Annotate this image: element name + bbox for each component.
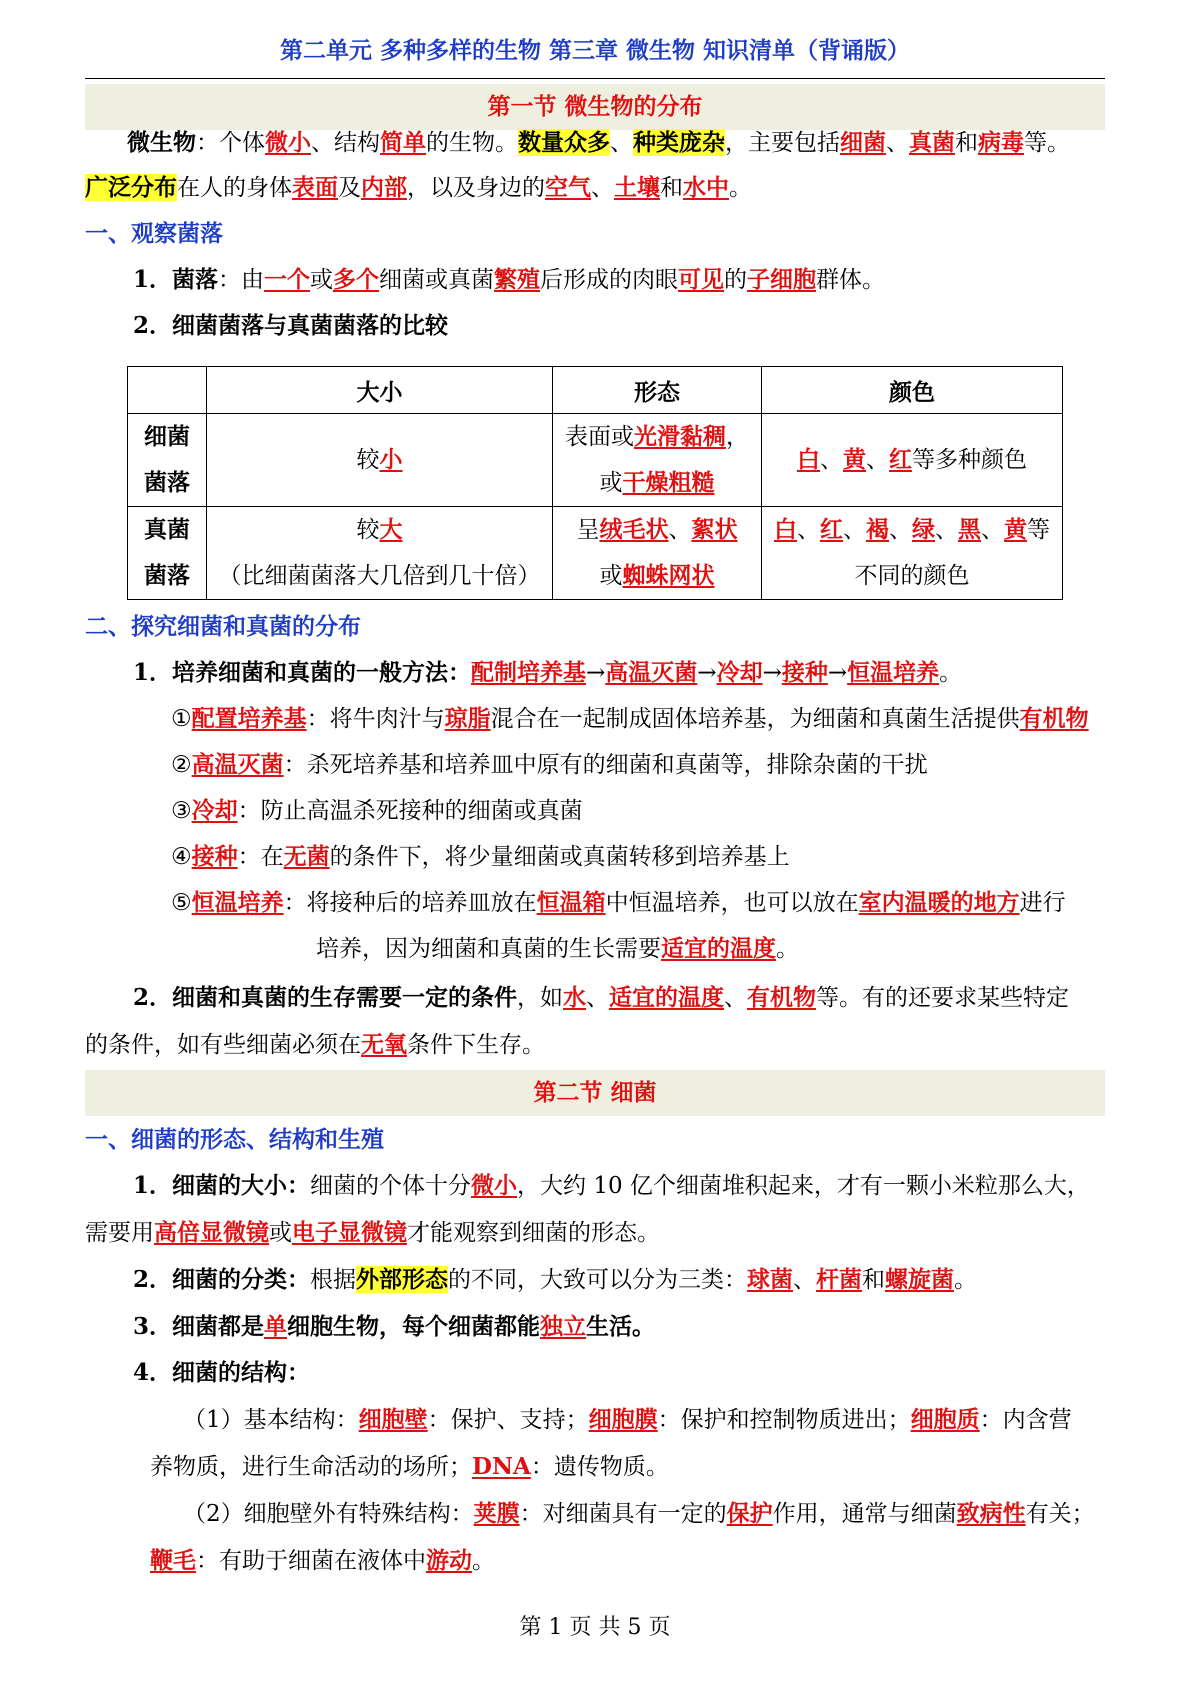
keyword: 独立: [540, 1313, 587, 1340]
text: ⑤: [171, 890, 192, 916]
keyword: 冷却: [716, 659, 763, 686]
keyword: 黄: [1004, 516, 1027, 543]
keyword: 白: [774, 516, 797, 543]
text: 细胞生物，每个细菌都能: [287, 1313, 541, 1340]
text: ②: [171, 752, 192, 778]
keyword: 恒温箱: [536, 889, 606, 916]
special-structure-line-2: [150, 1546, 495, 1576]
keyword: 白: [797, 446, 820, 473]
keyword: 内部: [361, 174, 407, 201]
keyword: 恒温培养: [191, 889, 284, 916]
text: 2．细菌和真菌的生存需要一定的条件: [133, 984, 518, 1011]
fungi-color: [762, 507, 1063, 600]
text: 的条件，如有些细菌必须在: [85, 1032, 361, 1058]
compare-title: 2．细菌菌落与真菌菌落的比较: [133, 312, 449, 339]
keyword: 恒温培养: [847, 659, 940, 686]
colony-comparison-table: [127, 366, 1063, 600]
keyword: 鞭毛: [150, 1547, 196, 1574]
text: 条件下生存。: [407, 1032, 545, 1058]
text: 。: [776, 936, 799, 962]
keyword: 细胞膜: [588, 1406, 658, 1433]
keyword: 可见: [678, 266, 725, 293]
text: 表面或: [565, 424, 634, 450]
text: ：个体: [196, 130, 265, 156]
highlight: 种类庞杂: [633, 129, 725, 156]
keyword: 接种: [781, 659, 828, 686]
text: 混合在一起制成固体培养基，为细菌和真菌生活提供: [490, 706, 1020, 732]
keyword: 荚膜: [473, 1500, 520, 1527]
text: 。: [939, 660, 963, 686]
heading-distribution: 二、探究细菌和真菌的分布: [85, 613, 361, 640]
keyword: 一个: [264, 266, 311, 293]
keyword: 球菌: [747, 1266, 794, 1293]
text: 1．: [133, 266, 173, 293]
text: 、: [935, 517, 958, 543]
bacteria-shape: [553, 414, 762, 507]
text: 和: [862, 1267, 886, 1293]
keyword: 琼脂: [444, 705, 491, 732]
bacteria-size-line-2: [85, 1218, 660, 1248]
step-5-continued: [316, 934, 799, 964]
conditions-line-2: [85, 1030, 545, 1060]
text: ：由: [218, 267, 265, 293]
fungi-shape: [553, 507, 762, 600]
step-4: [171, 842, 790, 872]
text: 3．细菌都是: [133, 1313, 265, 1340]
text: ：保护、支持；: [427, 1407, 589, 1433]
keyword: 红: [820, 516, 843, 543]
arrow: →: [762, 660, 782, 686]
keyword: 表面: [292, 174, 338, 201]
step-3: [171, 796, 583, 826]
text: 较: [356, 447, 380, 473]
heading-bacteria-form: 一、细菌的形态、结构和生殖: [85, 1126, 384, 1153]
text: ，以及身边的: [407, 175, 545, 201]
special-structure-line-1: [183, 1499, 1095, 1529]
keyword: 冷却: [191, 797, 238, 824]
keyword: 适宜的温度: [609, 984, 725, 1011]
table-header-row: [128, 367, 1063, 414]
text: ：杀死培养基和培养皿中原有的细菌和真菌等，排除杂菌的干扰: [283, 752, 928, 778]
intro-line-1: [127, 128, 1070, 158]
text: 、: [668, 517, 692, 543]
bacteria-structure-title: 4．细菌的结构：: [133, 1359, 311, 1386]
keyword: 配制培养基: [471, 659, 587, 686]
keyword: 简单: [380, 129, 426, 156]
keyword: 高温灭菌: [191, 751, 284, 778]
keyword: 螺旋菌: [885, 1266, 955, 1293]
text: 1．细菌的大小：: [133, 1172, 311, 1199]
text: ：在: [237, 844, 284, 870]
text: 才能观察到细菌的形态。: [407, 1220, 660, 1246]
text: 或: [310, 267, 334, 293]
keyword: 小: [379, 446, 403, 473]
text: 后形成的肉眼: [540, 267, 679, 293]
text: 的: [724, 267, 748, 293]
text: 、: [889, 517, 912, 543]
text: 或: [599, 563, 623, 589]
keyword: 高倍显微镜: [154, 1219, 269, 1246]
text: 。: [472, 1548, 495, 1574]
table-header: 颜色: [762, 367, 1063, 414]
text: 呈: [576, 517, 600, 543]
text: 1．培养细菌和真菌的一般方法：: [133, 659, 472, 686]
keyword: 红: [889, 446, 912, 473]
table-header: 大小: [207, 367, 553, 414]
basic-structure-line-1: [183, 1405, 1072, 1435]
bacteria-single-cell: [133, 1312, 655, 1342]
text: 等多种颜色: [912, 447, 1027, 473]
bacteria-color: [762, 414, 1063, 507]
text: 细菌的个体十分: [310, 1173, 472, 1199]
table-header: [128, 367, 207, 414]
basic-structure-line-2: [150, 1452, 669, 1482]
term-microbe: 微生物: [127, 129, 196, 156]
keyword: 真菌: [909, 129, 955, 156]
keyword: 电子显微镜: [292, 1219, 407, 1246]
text: ：保护和控制物质进出；: [657, 1407, 911, 1433]
fungi-size: [207, 507, 553, 600]
step-1: [171, 704, 1089, 734]
text: ，大约 10 亿个细菌堆积起来，才有一颗小米粒那么大，: [517, 1173, 1090, 1199]
text: ，如: [517, 985, 564, 1011]
text: 或: [269, 1220, 292, 1246]
text: 、: [797, 517, 820, 543]
keyword: 微小: [265, 129, 311, 156]
text: （比细菌菌落大几倍到几十倍）: [218, 563, 541, 589]
text: 、: [591, 175, 614, 201]
text: ，: [726, 424, 749, 450]
text: 。: [954, 1267, 978, 1293]
keyword: 子细胞: [747, 266, 817, 293]
text: ：内含营: [979, 1407, 1072, 1433]
keyword: 干燥粗糙: [622, 469, 715, 496]
text: 群体。: [816, 267, 886, 293]
header-divider: [85, 78, 1105, 79]
keyword: 细胞壁: [358, 1406, 428, 1433]
arrow: →: [827, 660, 848, 686]
bacteria-classify: [133, 1265, 977, 1295]
text: 进行: [1019, 890, 1066, 916]
page-footer: 第 1 页 共 5 页: [519, 1615, 671, 1640]
keyword: 空气: [545, 174, 591, 201]
text: ：将接种后的培养皿放在: [283, 890, 537, 916]
keyword: 杆菌: [816, 1266, 863, 1293]
row-label-bacteria: [128, 414, 207, 507]
table-row: [128, 507, 1063, 600]
keyword: 室内温暖的地方: [858, 889, 1020, 916]
text: 需要用: [85, 1220, 154, 1246]
arrow: →: [697, 660, 717, 686]
keyword: 多个: [333, 266, 380, 293]
step-5: [171, 888, 1066, 918]
text: 菌落: [144, 469, 190, 496]
keyword: 接种: [191, 843, 238, 870]
keyword: 繁殖: [494, 266, 541, 293]
text: （2）细胞壁外有特殊结构：: [183, 1501, 474, 1527]
text: ④: [171, 844, 192, 870]
text: 及: [338, 175, 361, 201]
text: 的条件下，将少量细菌或真菌转移到培养基上: [329, 844, 790, 870]
text: 的不同，大致可以分为三类：: [448, 1267, 748, 1293]
keyword: 适宜的温度: [661, 935, 776, 962]
text: 2．细菌的分类：: [133, 1266, 311, 1293]
text: 、: [843, 517, 866, 543]
text: 、: [866, 447, 889, 473]
highlight: 数量众多: [518, 129, 610, 156]
keyword: 细菌: [840, 129, 886, 156]
page-title: 第二单元 多种多样的生物 第三章 微生物 知识清单（背诵版）: [279, 37, 911, 64]
table-row: [128, 414, 1063, 507]
keyword: 病毒: [978, 129, 1024, 156]
table-header: 形态: [553, 367, 762, 414]
keyword: 无菌: [283, 843, 330, 870]
text: 生活。: [586, 1313, 656, 1340]
section1-title: 第一节 微生物的分布: [85, 84, 1105, 130]
keyword: 无氧: [361, 1031, 407, 1058]
term: 菌落: [172, 266, 219, 293]
keyword: 褐: [866, 516, 889, 543]
highlight: 广泛分布: [85, 174, 177, 201]
keyword: DNA: [472, 1453, 531, 1480]
keyword: 黄: [843, 446, 866, 473]
text: 和: [660, 175, 683, 201]
text: 作用，通常与细菌: [772, 1501, 957, 1527]
keyword: 光滑黏稠: [634, 423, 726, 450]
arrow: →: [586, 660, 606, 686]
row-label-fungi: [128, 507, 207, 600]
keyword: 保护: [726, 1500, 773, 1527]
keyword: 致病性: [956, 1500, 1026, 1527]
keyword: 绿: [912, 516, 935, 543]
text: 等: [1027, 517, 1050, 543]
text: 不同的颜色: [854, 563, 970, 589]
text: 中恒温培养，也可以放在: [605, 890, 859, 916]
text: ①: [171, 706, 192, 732]
text: 等。有的还要求某些特定: [816, 985, 1070, 1011]
text: 。: [729, 175, 752, 201]
step-2: [171, 750, 928, 780]
text: ③: [171, 798, 192, 824]
keyword: 配置培养基: [191, 705, 307, 732]
text: 、结构: [311, 130, 380, 156]
conditions-line-1: [133, 983, 1069, 1013]
highlight: 外部形态: [356, 1266, 449, 1293]
heading-observe-colony: 一、观察菌落: [85, 220, 223, 247]
intro-line-2: [85, 173, 752, 203]
text: ：对细菌具有一定的: [519, 1501, 727, 1527]
text: 真菌: [144, 516, 190, 543]
text: ：将牛肉汁与: [306, 706, 445, 732]
text: ：遗传物质。: [530, 1454, 669, 1480]
keyword: 微小: [471, 1172, 518, 1199]
text: 和: [955, 130, 978, 156]
keyword: 绒毛状: [599, 516, 669, 543]
keyword: 蜘蛛网状: [622, 562, 715, 589]
text: 培养，因为细菌和真菌的生长需要: [316, 936, 661, 962]
bacteria-size: [207, 414, 553, 507]
keyword: 高温灭菌: [605, 659, 698, 686]
keyword: 单: [264, 1313, 288, 1340]
keyword: 细胞质: [910, 1406, 980, 1433]
text: 菌落: [144, 562, 190, 589]
text: 、: [981, 517, 1004, 543]
text: 养物质，进行生命活动的场所；: [150, 1454, 472, 1480]
text: 或: [599, 470, 623, 496]
text: 、: [586, 985, 610, 1011]
keyword: 土壤: [614, 174, 660, 201]
text: ，主要包括: [725, 130, 840, 156]
text: 有关；: [1025, 1501, 1095, 1527]
text: 较: [356, 517, 380, 543]
text: 、: [820, 447, 843, 473]
text: 、: [886, 130, 909, 156]
keyword: 黑: [958, 516, 981, 543]
text: （1）基本结构：: [183, 1407, 359, 1433]
text: 根据: [310, 1267, 357, 1293]
method-line: [133, 658, 962, 688]
keyword: 水中: [683, 174, 729, 201]
keyword: 絮状: [691, 516, 738, 543]
text: 、: [610, 130, 633, 156]
text: 、: [724, 985, 748, 1011]
text: 在人的身体: [177, 175, 292, 201]
text: ：有助于细菌在液体中: [196, 1548, 426, 1574]
text: 细菌或真菌: [379, 267, 495, 293]
text: ：防止高温杀死接种的细菌或真菌: [237, 798, 583, 824]
colony-definition: [133, 265, 885, 295]
keyword: 有机物: [747, 984, 817, 1011]
keyword: 有机物: [1019, 705, 1089, 732]
keyword: 游动: [426, 1547, 472, 1574]
section2-title: 第二节 细菌: [85, 1070, 1105, 1116]
keyword: 水: [563, 984, 587, 1011]
bacteria-size-line-1: [133, 1171, 1090, 1201]
text: 的生物。: [426, 130, 518, 156]
text: 、: [793, 1267, 817, 1293]
text: 等。: [1024, 130, 1070, 156]
keyword: 大: [379, 516, 403, 543]
text: 细菌: [144, 423, 190, 450]
